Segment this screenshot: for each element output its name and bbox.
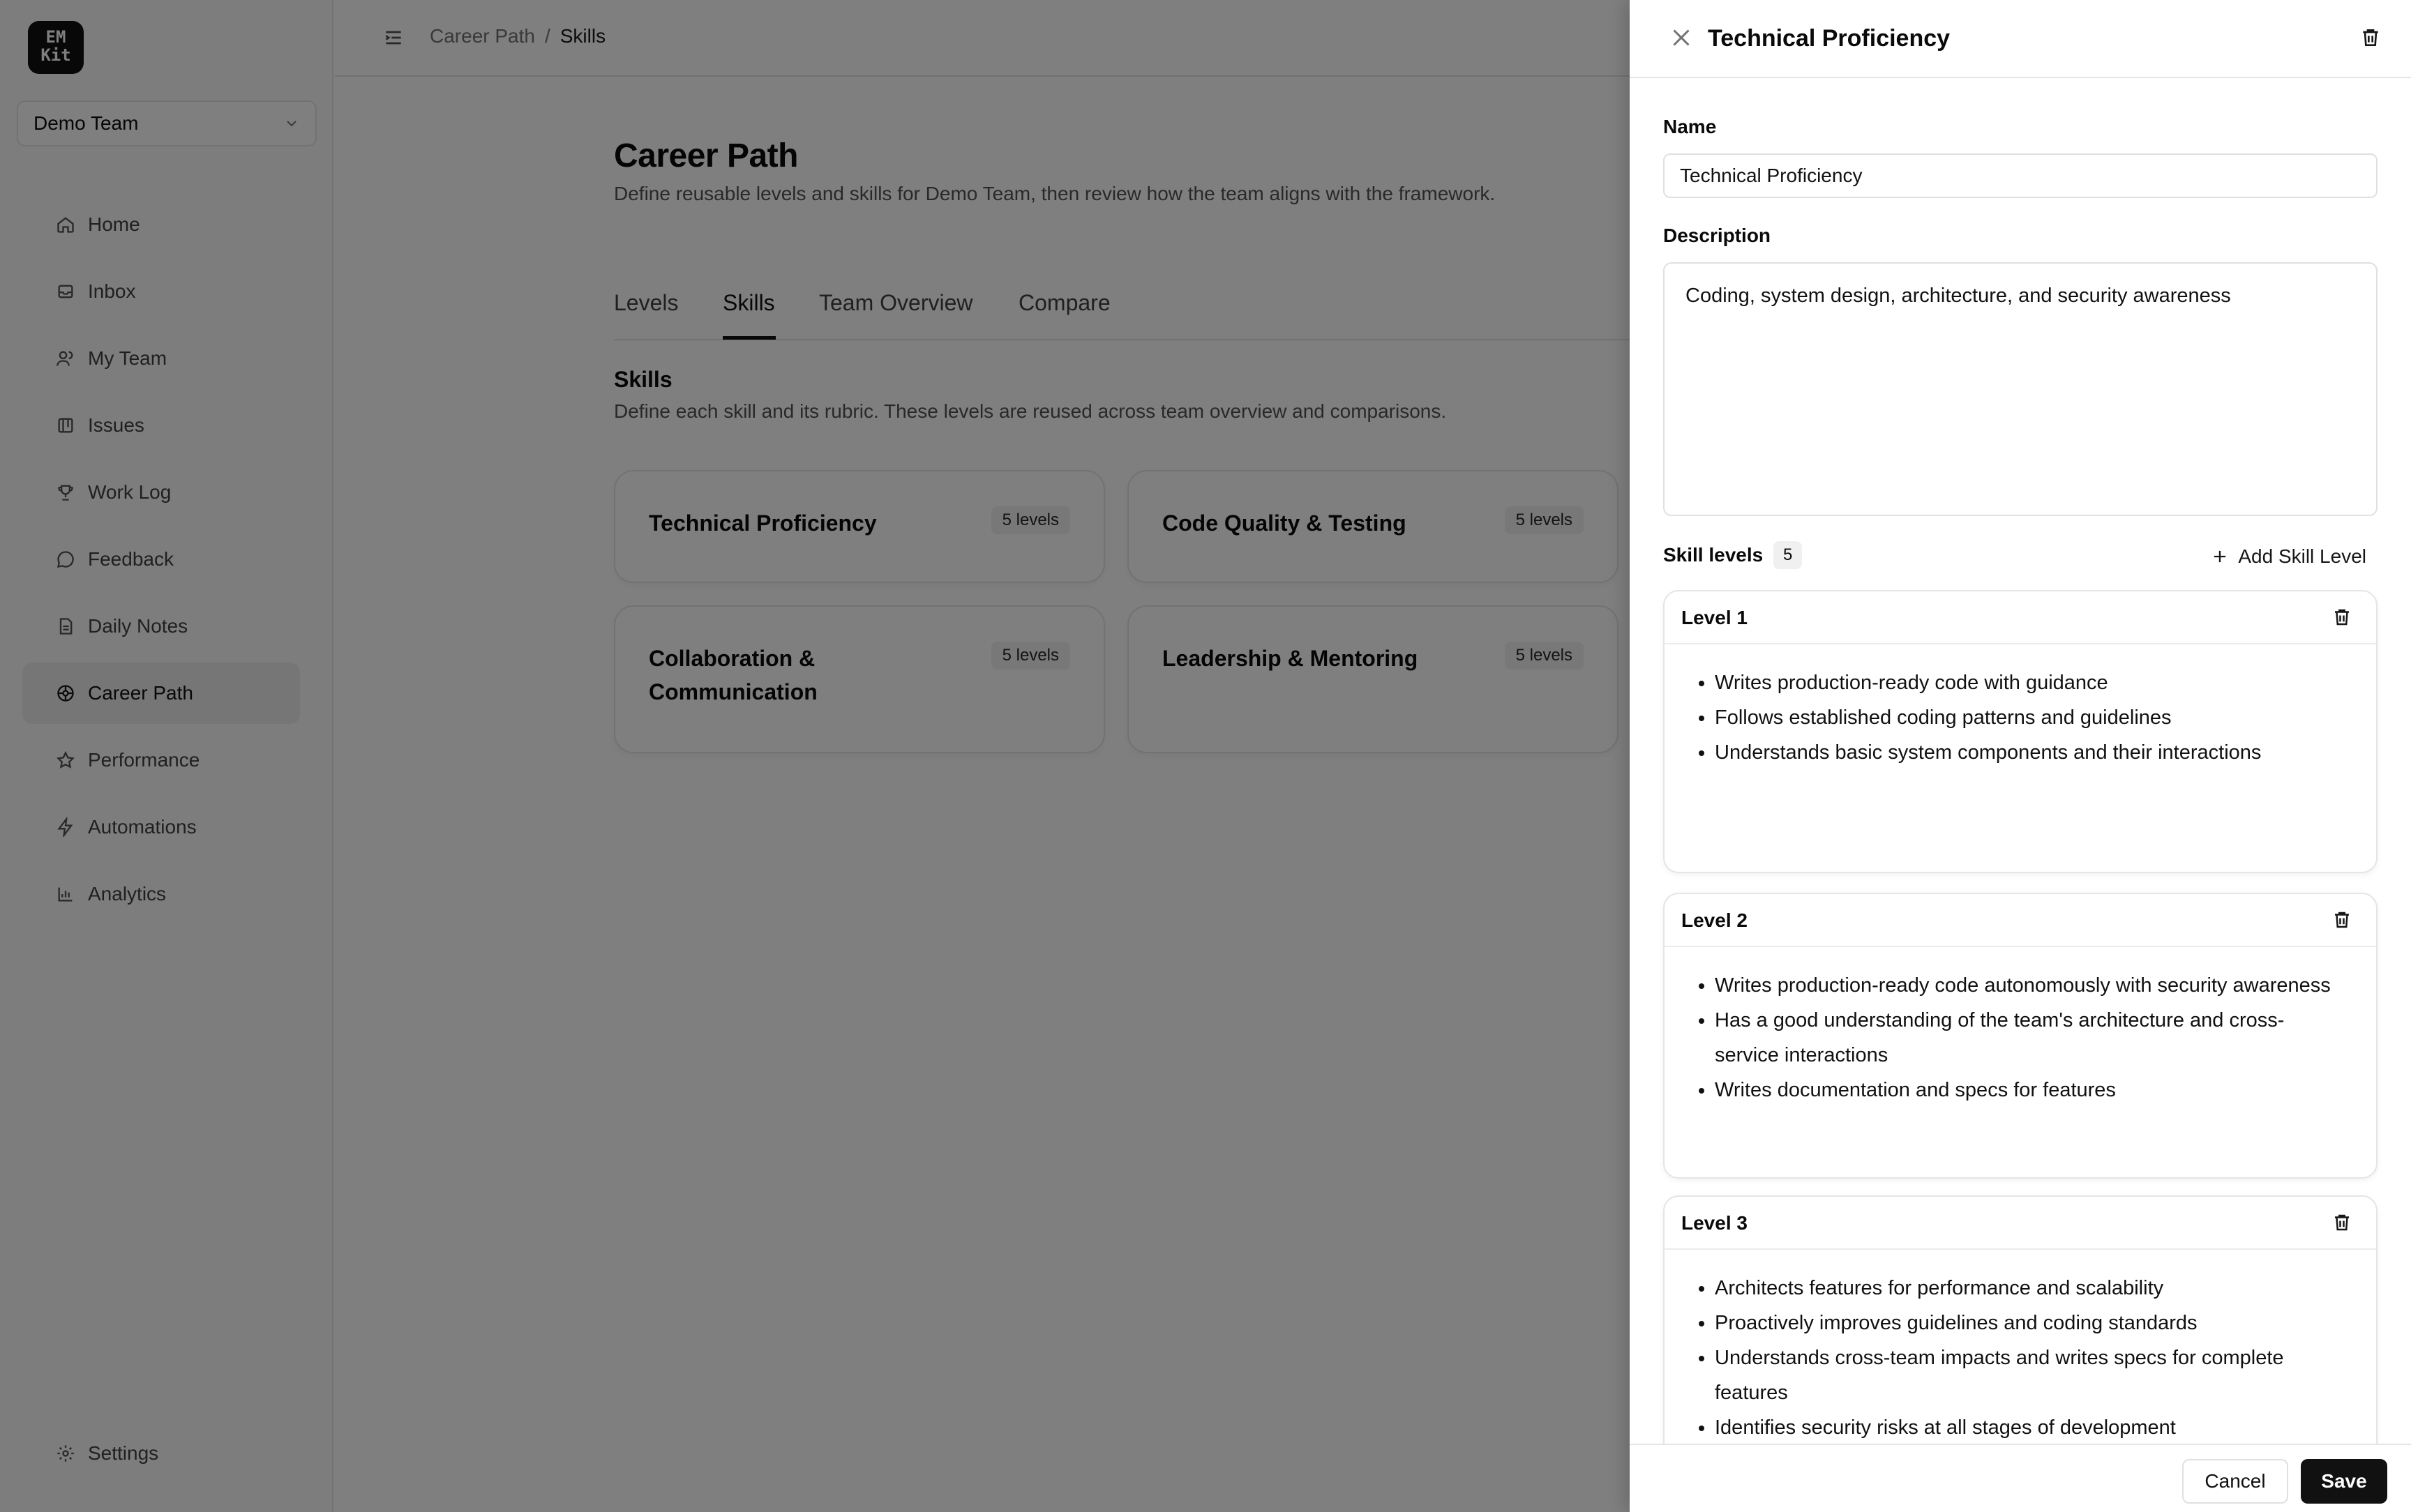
save-button[interactable]: Save xyxy=(2301,1459,2387,1504)
trash-icon[interactable] xyxy=(2359,27,2382,49)
skill-level-name: Level 1 xyxy=(1681,607,1748,628)
cancel-button[interactable]: Cancel xyxy=(2182,1459,2288,1504)
list-item: • Has a good understanding of the team's architecture and cross-service interactions xyxy=(1715,1003,2348,1073)
skill-edit-drawer xyxy=(1630,0,2411,1512)
skill-level-header xyxy=(1665,894,2376,947)
skill-level-editor[interactable] xyxy=(1665,644,2376,770)
list-item: • Writes production-ready code autonomously with security awareness xyxy=(1715,968,2348,1003)
drawer-header xyxy=(1630,0,2411,78)
list-item: • Writes documentation and specs for features xyxy=(1715,1073,2348,1107)
close-icon[interactable] xyxy=(1669,25,1694,50)
list-item: • Proactively improves guidelines and coding standards xyxy=(1715,1306,2348,1340)
list-item: • Identifies security risks at all stages of development xyxy=(1715,1410,2348,1445)
add-skill-level-button[interactable] xyxy=(2210,541,2366,572)
trash-icon[interactable] xyxy=(2331,909,2352,930)
list-item: • Understands cross-team impacts and writes specs for complete features xyxy=(1715,1340,2348,1410)
description-textarea[interactable] xyxy=(1663,262,2378,516)
skill-level-card xyxy=(1663,893,2378,1179)
list-item: • Understands basic system components and their interactions xyxy=(1715,735,2348,770)
skill-level-name: Level 2 xyxy=(1681,909,1748,931)
trash-icon[interactable] xyxy=(2331,1212,2352,1233)
drawer-title: Technical Proficiency xyxy=(1708,25,1951,52)
skill-levels-label: Skill levels xyxy=(1663,544,1764,566)
name-label: Name xyxy=(1663,116,1717,137)
name-input[interactable] xyxy=(1663,153,2378,198)
add-skill-level-label: Add Skill Level xyxy=(2238,545,2366,567)
trash-icon[interactable] xyxy=(2331,607,2352,628)
skill-level-editor[interactable] xyxy=(1665,1250,2376,1445)
description-label: Description xyxy=(1663,225,1771,246)
skill-levels-count: 5 xyxy=(1773,541,1802,569)
plus-icon xyxy=(2210,547,2230,566)
skill-levels-header xyxy=(1663,541,2378,572)
skill-level-header xyxy=(1665,1197,2376,1250)
skill-level-editor[interactable] xyxy=(1665,947,2376,1107)
list-item: • Writes production-ready code with guidance xyxy=(1715,665,2348,700)
skill-level-name: Level 3 xyxy=(1681,1212,1748,1234)
drawer-footer xyxy=(1630,1444,2411,1512)
skill-level-header xyxy=(1665,591,2376,644)
skill-level-card xyxy=(1663,590,2378,873)
list-item: • Follows established coding patterns and guidelines xyxy=(1715,700,2348,735)
list-item: • Architects features for performance and scalability xyxy=(1715,1271,2348,1306)
